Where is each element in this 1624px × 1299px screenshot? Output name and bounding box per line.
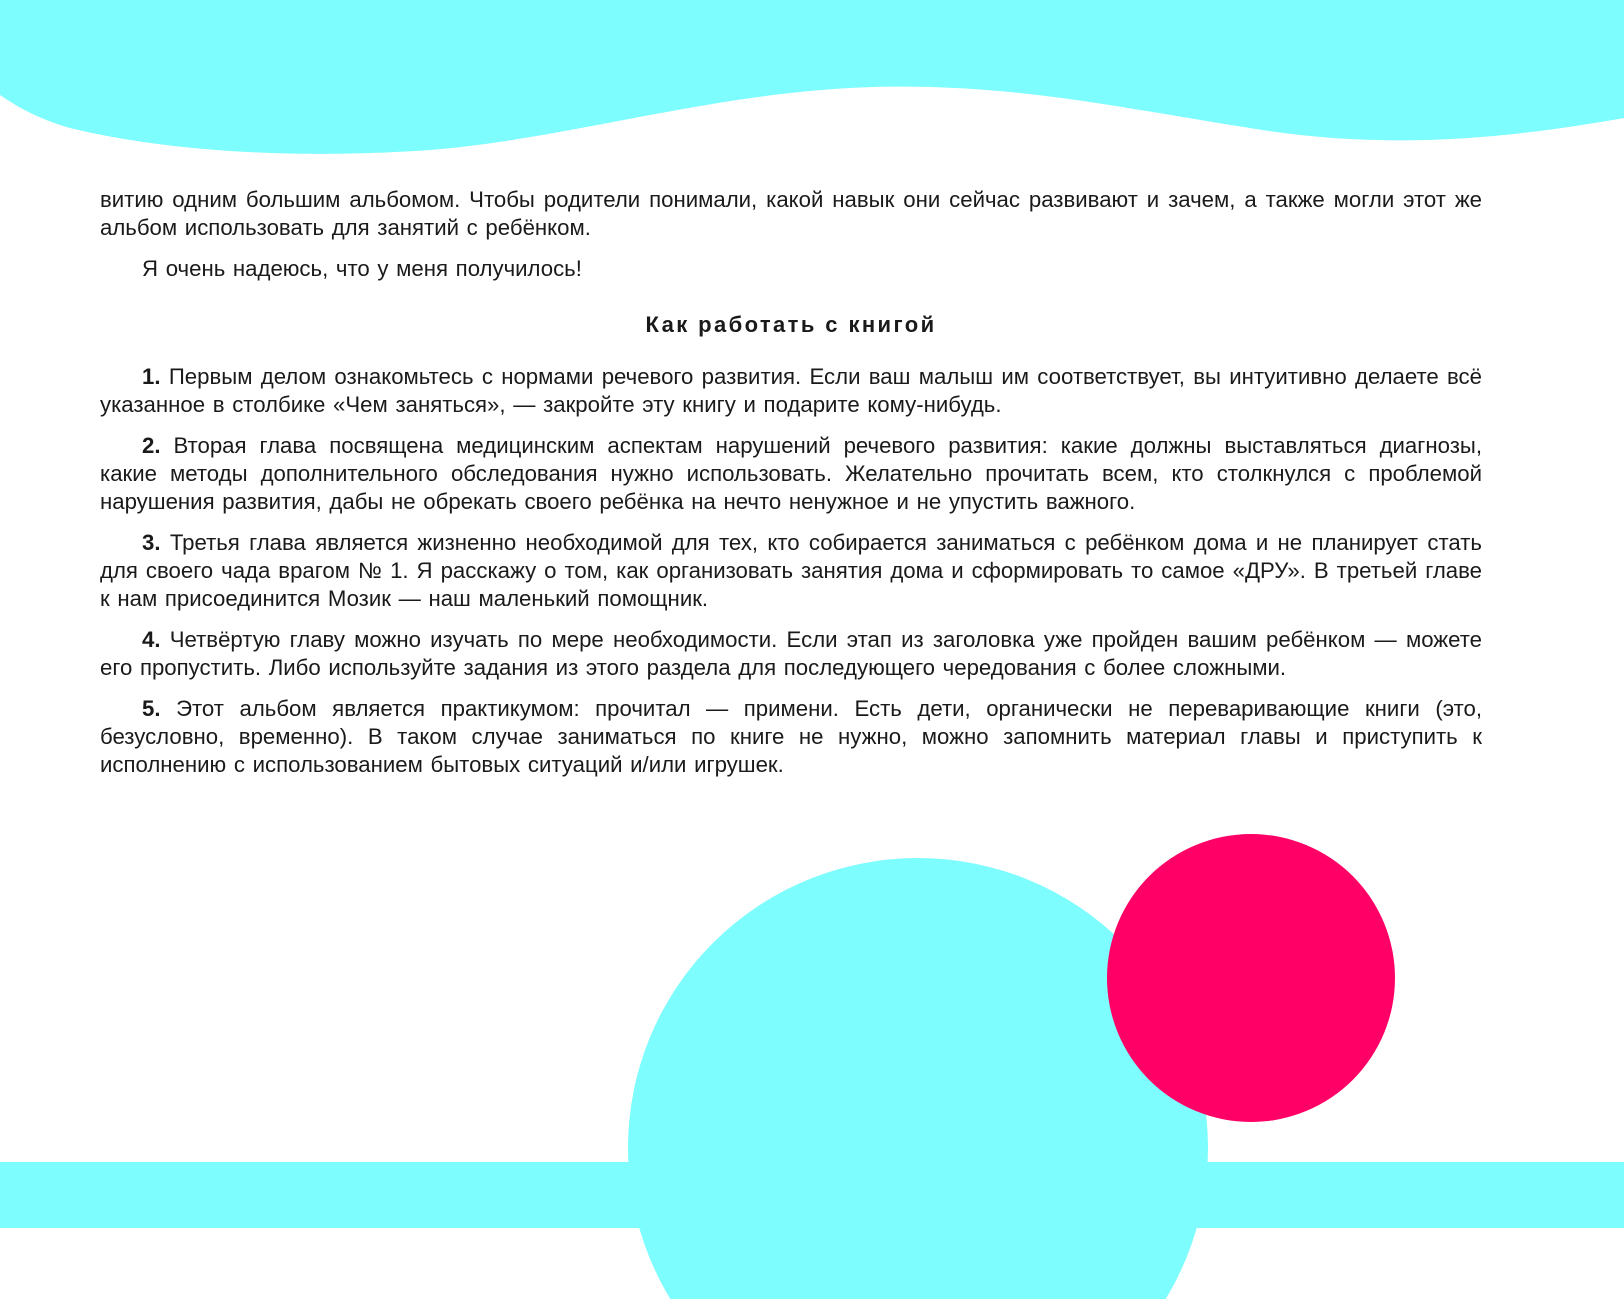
item-number: 1. — [142, 364, 161, 389]
intro-hope: Я очень надеюсь, что у меня получилось! — [142, 256, 582, 281]
item-text: Вторая глава посвящена медицинским аспектам нарушений речевого развития: какие должны выставляться диагнозы, какие методы дополнительного обследования нужно использовать. Желательно прочитать всем, кто столкнулся с проблемой нарушения развития, дабы не обрекать своего ребёнка на нечто ненужное и не упустить важного. — [100, 433, 1482, 514]
list-item-2 — [100, 432, 1482, 516]
item-text: Этот альбом является практикумом: прочитал — примени. Есть дети, органически не переваривающие книги (это, безусловно, временно). В таком случае заниматься по книге не нужно, можно запомнить материал главы и приступить к исполнению с использованием бытовых ситуаций и/или игрушек. — [100, 696, 1482, 777]
pink-circle — [1107, 834, 1395, 1122]
top-wave-band — [0, 0, 1624, 154]
list-item-1 — [100, 363, 1482, 419]
item-number: 5. — [142, 696, 161, 721]
section-title: Как работать с книгой — [645, 312, 937, 337]
item-number: 2. — [142, 433, 161, 458]
item-number: 3. — [142, 530, 161, 555]
item-number: 4. — [142, 627, 161, 652]
item-text: Четвёртую главу можно изучать по мере необходимости. Если этап из заголовка уже пройден вашим ребёнком — можете его пропустить. Либо используйте задания из этого раздела для последующего чередования с более сложными. — [100, 627, 1482, 680]
page-text — [100, 186, 1482, 792]
list-item-4 — [100, 626, 1482, 682]
list-item-3 — [100, 529, 1482, 613]
intro-continuation: витию одним большим альбомом. Чтобы родители понимали, какой навык они сейчас развивают и зачем, а также могли этот же альбом использовать для занятий с ребёнком. — [100, 187, 1482, 240]
list-item-5 — [100, 695, 1482, 779]
item-text: Первым делом ознакомьтесь с нормами речевого развития. Если ваш малыш им соответствует, вы интуитивно делаете всё указанное в столбике «Чем заняться», — закройте эту книгу и подарите кому-нибудь. — [100, 364, 1482, 417]
item-text: Третья глава является жизненно необходимой для тех, кто собирается заниматься с ребёнком дома и не планирует стать для своего чада врагом № 1. Я расскажу о том, как организовать занятия дома и сформировать то самое «ДРУ». В третьей главе к нам присоединится Мозик — наш маленький помощник. — [100, 530, 1482, 611]
